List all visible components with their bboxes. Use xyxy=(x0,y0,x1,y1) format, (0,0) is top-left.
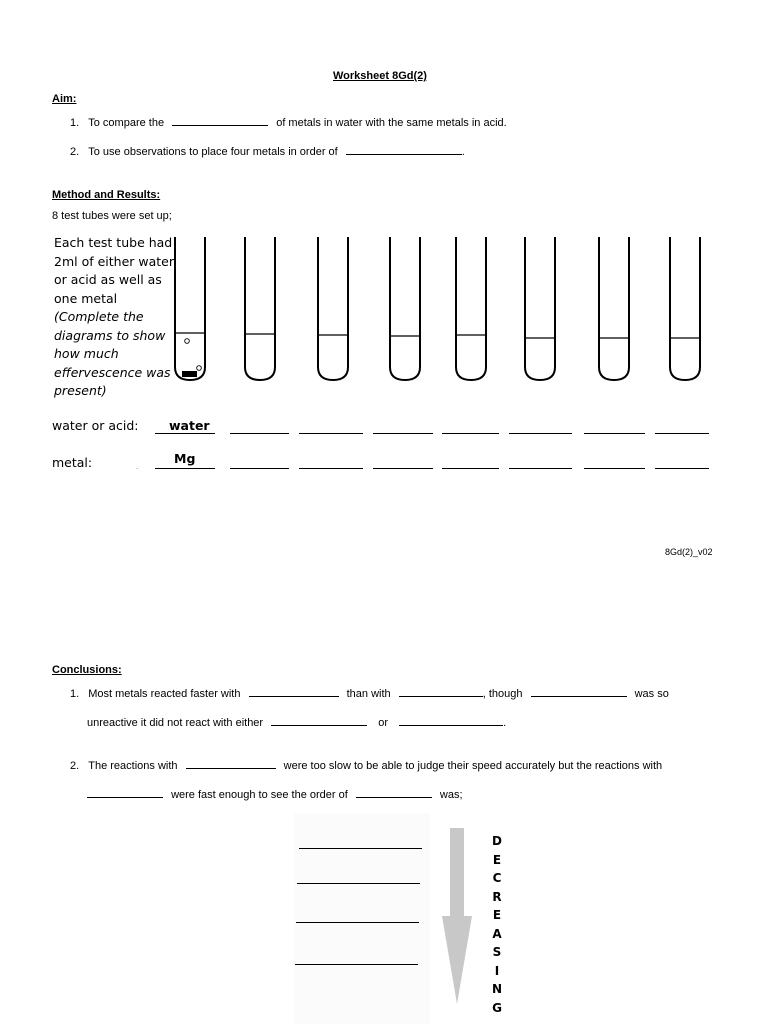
desc-line: one metal xyxy=(54,290,118,306)
conclusion-2-blank-1[interactable] xyxy=(186,758,276,769)
metal-answer-line[interactable] xyxy=(442,468,499,469)
decreasing-letter: S xyxy=(492,945,502,959)
conclusion-1-text: or xyxy=(378,717,388,729)
decreasing-letter: A xyxy=(492,926,502,941)
decreasing-label xyxy=(488,832,506,1017)
aim-item-2-text-after: . xyxy=(461,146,465,158)
metal-answer-line[interactable] xyxy=(655,468,709,469)
desc-line: or acid as well as xyxy=(54,272,162,287)
decreasing-letter: I xyxy=(494,963,500,978)
instruction-line: present) xyxy=(54,383,107,398)
example-metal: Mg xyxy=(174,451,196,466)
method-heading: Method and Results: xyxy=(52,189,161,201)
aim-heading: Aim: xyxy=(52,93,77,105)
test-tube-6[interactable] xyxy=(522,237,558,383)
test-tube-2[interactable] xyxy=(242,237,278,383)
example-liquid: water xyxy=(169,418,210,433)
test-tube-4[interactable] xyxy=(387,237,423,383)
aim-item-1-text-before: To compare the xyxy=(88,117,165,129)
instruction-line: how much xyxy=(54,346,119,361)
order-box xyxy=(294,813,430,1024)
conclusion-2-blank-3[interactable] xyxy=(356,787,432,798)
decreasing-letter: G xyxy=(492,1000,502,1015)
aim-item-1-num: 1. xyxy=(70,117,80,129)
conclusion-2-text: were fast enough to see the order of xyxy=(171,789,348,801)
aim-item-1-text-after: of metals in water with the same metals in acid. xyxy=(276,117,507,129)
liquid-answer-line[interactable] xyxy=(230,433,289,434)
decreasing-letter: N xyxy=(491,982,503,996)
aim-blank-1[interactable] xyxy=(172,115,268,126)
test-tube-3[interactable] xyxy=(315,237,351,383)
conclusion-1-line-2 xyxy=(87,715,506,729)
test-tube-1[interactable] xyxy=(172,237,208,383)
decreasing-letter: C xyxy=(492,871,502,885)
liquid-answer-line[interactable] xyxy=(584,433,645,434)
liquid-answer-line[interactable] xyxy=(655,433,709,434)
liquid-answer-line[interactable] xyxy=(442,433,499,434)
instruction-line: (Complete the xyxy=(54,309,144,324)
conclusion-1-text: than with xyxy=(346,688,391,700)
test-tube-8[interactable] xyxy=(667,237,703,383)
aim-item-2-num: 2. xyxy=(70,146,80,158)
metal-row-label: metal: xyxy=(52,455,93,470)
conclusion-2-blank-2[interactable] xyxy=(87,787,163,798)
conclusion-1-text: unreactive it did not react with either xyxy=(87,717,264,729)
liquid-answer-line[interactable] xyxy=(155,433,215,434)
desc-line: Each test tube had xyxy=(54,235,173,250)
desc-line: 2ml of either water xyxy=(54,253,175,269)
instruction-line: effervescence was xyxy=(54,364,171,380)
metal-answer-line[interactable] xyxy=(373,468,433,469)
order-answer-line[interactable] xyxy=(297,883,420,884)
conclusion-1-line-1 xyxy=(70,686,669,700)
conclusion-1-num: 1. xyxy=(70,688,80,700)
conclusion-1-text: was so xyxy=(634,688,669,700)
metal-answer-line[interactable] xyxy=(509,468,572,469)
conclusion-1-text: Most metals reacted faster with xyxy=(88,688,241,700)
conclusion-2-text: The reactions with xyxy=(88,760,178,772)
page-title: Worksheet 8Gd(2) xyxy=(333,70,427,82)
conclusion-2-text: were too slow to be able to judge their speed accurately but the reactions with xyxy=(283,760,663,772)
conclusion-1-text: , though xyxy=(482,688,523,700)
aim-item-2-text-before: To use observations to place four metals in order of xyxy=(88,146,338,158)
conclusion-2-line-2 xyxy=(87,787,463,801)
test-tube-5[interactable] xyxy=(453,237,489,383)
decreasing-letter: E xyxy=(492,908,502,922)
conclusion-1-blank-2[interactable] xyxy=(399,686,483,697)
decreasing-letter: R xyxy=(492,889,502,904)
metal-answer-line[interactable] xyxy=(155,468,215,469)
decreasing-letter: D xyxy=(492,834,502,848)
aim-item-2 xyxy=(70,144,465,158)
metal-answer-line[interactable] xyxy=(299,468,363,469)
version-tag: 8Gd(2)_v02 xyxy=(665,547,713,557)
order-answer-line[interactable] xyxy=(296,922,419,923)
conclusions-heading: Conclusions: xyxy=(52,664,122,676)
liquid-answer-line[interactable] xyxy=(373,433,433,434)
dot-mark: . xyxy=(136,462,139,471)
liquid-row-label: water or acid: xyxy=(52,418,139,433)
metal-answer-line[interactable] xyxy=(584,468,645,469)
down-arrow-icon xyxy=(441,828,473,1006)
conclusion-2-text: was; xyxy=(439,789,463,801)
conclusion-1-blank-4[interactable] xyxy=(271,715,367,726)
liquid-answer-line[interactable] xyxy=(509,433,572,434)
conclusion-1-blank-3[interactable] xyxy=(531,686,627,697)
order-answer-line[interactable] xyxy=(299,848,422,849)
aim-item-1 xyxy=(70,115,507,129)
decreasing-letter: E xyxy=(492,852,502,867)
conclusion-2-num: 2. xyxy=(70,760,80,772)
tube-description xyxy=(54,234,174,401)
conclusion-1-blank-5[interactable] xyxy=(399,715,503,726)
conclusion-1-blank-1[interactable] xyxy=(249,686,339,697)
aim-blank-2[interactable] xyxy=(346,144,462,155)
conclusion-2-line-1 xyxy=(70,758,662,772)
order-answer-line[interactable] xyxy=(295,964,418,965)
instruction-line: diagrams to show xyxy=(54,327,166,343)
method-intro: 8 test tubes were set up; xyxy=(52,210,172,222)
liquid-answer-line[interactable] xyxy=(299,433,363,434)
conclusion-1-text: . xyxy=(503,717,507,729)
test-tube-7[interactable] xyxy=(596,237,632,383)
metal-answer-line[interactable] xyxy=(230,468,289,469)
